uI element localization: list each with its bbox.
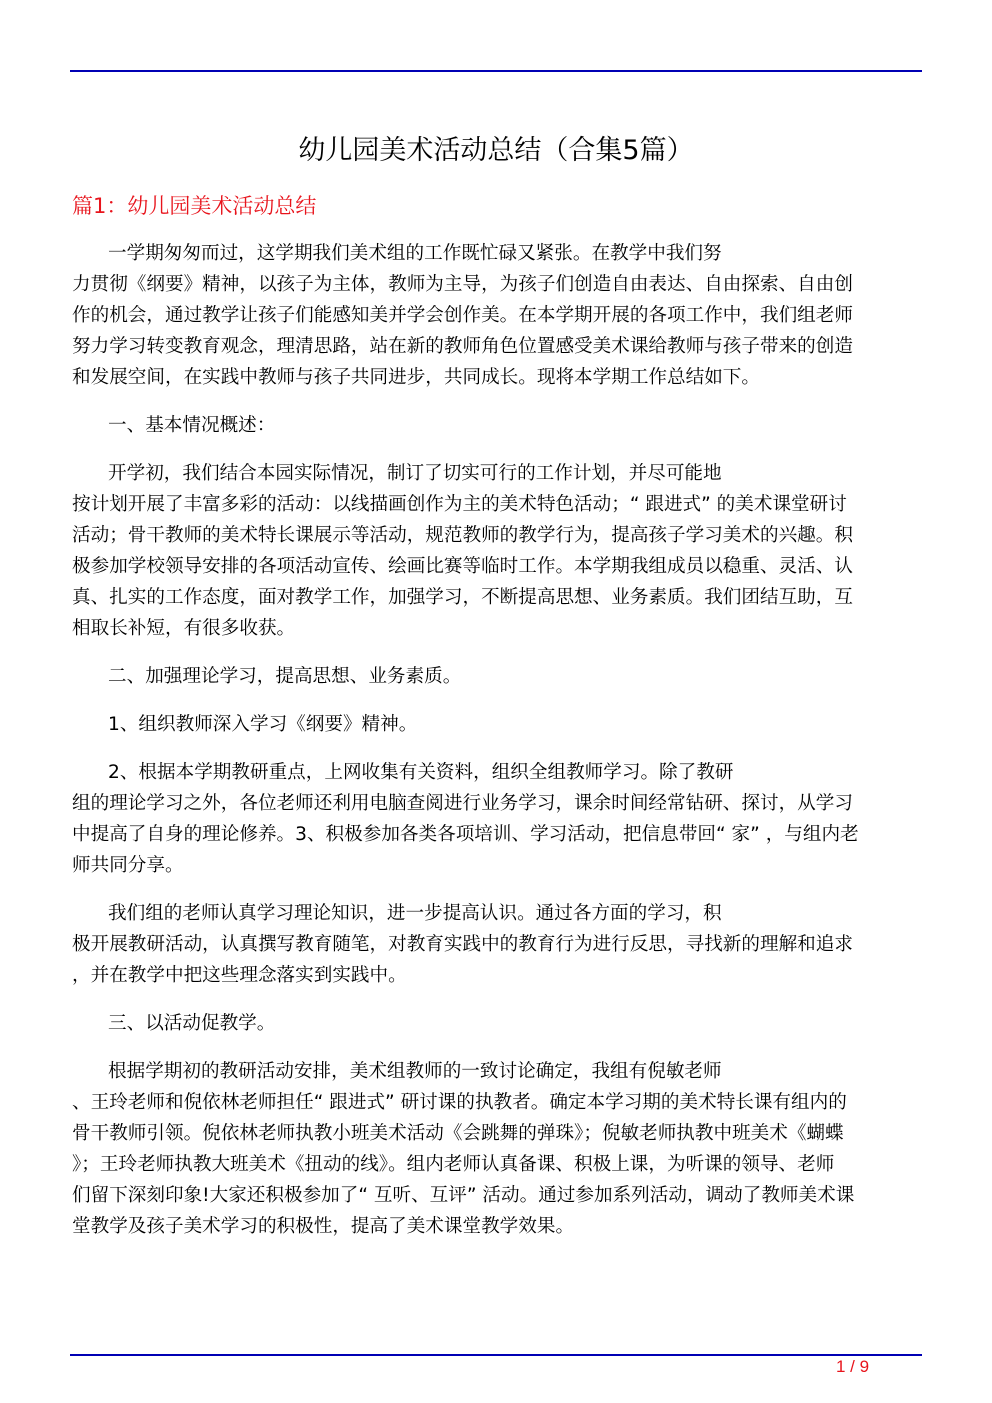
text-line: 和发展空间，在实践中教师与孩子共同进步，共同成长。现将本学期工作总结如下。 [72, 367, 760, 388]
text-line: 骨干教师引领。倪依林老师执教小班美术活动《会跳舞的弹珠》；倪敏老师执教中班美术《蝴蝶 [72, 1123, 844, 1144]
text-line: 活动；骨干教师的美术特长课展示等活动，规范教师的教学行为，提高孩子学习美术的兴趣。积 [72, 525, 853, 546]
header-rule [70, 70, 922, 72]
text-line: 按计划开展了丰富多彩的活动：以线描画创作为主的美术特色活动；“ 跟进式” 的美术课堂研讨 [72, 494, 847, 515]
document-body [72, 238, 922, 1259]
text-line: 三、以活动促教学。 [108, 1013, 276, 1034]
paragraph [72, 661, 922, 692]
text-line: 开学初，我们结合本园实际情况，制订了切实可行的工作计划，并尽可能地 [108, 463, 722, 484]
text-line: 》；王玲老师执教大班美术《扭动的线》。组内老师认真备课、积极上课，为听课的领导、老师 [72, 1154, 835, 1175]
page-number: 1 / 9 [836, 1357, 870, 1376]
text-line: 努力学习转变教育观念，理清思路，站在新的教师角色位置感受美术课给教师与孩子带来的创造 [72, 336, 853, 357]
paragraph [72, 1056, 922, 1242]
text-line: 我们组的老师认真学习理论知识，进一步提高认识。通过各方面的学习，积 [108, 903, 722, 924]
paragraph [72, 410, 922, 441]
text-line: 极开展教研活动，认真撰写教育随笔，对教育实践中的教育行为进行反思，寻找新的理解和追求 [72, 934, 853, 955]
paragraph [72, 1008, 922, 1039]
document-title: 幼儿园美术活动总结（合集5篇） [298, 135, 694, 166]
text-line: ，并在教学中把这些理念落实到实践中。 [72, 965, 407, 986]
text-line: 力贯彻《纲要》精神，以孩子为主体，教师为主导，为孩子们创造自由表达、自由探索、自由创 [72, 274, 853, 295]
text-line: 一、基本情况概述： [108, 415, 276, 436]
paragraph [72, 709, 922, 740]
text-line: 根据学期初的教研活动安排，美术组教师的一致讨论确定，我组有倪敏老师 [108, 1061, 722, 1082]
text-line: 师共同分享。 [72, 855, 184, 876]
text-line: 、王玲老师和倪依林老师担任“ 跟进式” 研讨课的执教者。确定本学习期的美术特长课有组内的 [72, 1092, 847, 1113]
paragraph [72, 757, 922, 881]
text-line: 一学期匆匆而过，这学期我们美术组的工作既忙碌又紧张。在教学中我们努 [108, 243, 722, 264]
paragraph [72, 238, 922, 393]
text-line: 二、加强理论学习，提高思想、业务素质。 [108, 666, 462, 687]
text-line: 们留下深刻印象!大家还积极参加了“ 互听、互评” 活动。通过参加系列活动，调动了教师美术课 [72, 1185, 855, 1206]
section-heading: 篇1：幼儿园美术活动总结 [72, 194, 317, 218]
text-line: 相取长补短，有很多收获。 [72, 618, 296, 639]
text-line: 中提高了自身的理论修养。3、积极参加各类各项培训、学习活动，把信息带回“ 家” ，与组内老 [72, 824, 859, 845]
paragraph [72, 458, 922, 644]
footer-rule [70, 1354, 922, 1356]
text-line: 1、组织教师深入学习《纲要》精神。 [108, 714, 418, 735]
text-line: 组的理论学习之外，各位老师还利用电脑查阅进行业务学习，课余时间经常钻研、探讨，从学习 [72, 793, 853, 814]
paragraph [72, 898, 922, 991]
text-line: 2、根据本学期教研重点，上网收集有关资料，组织全组教师学习。除了教研 [108, 762, 734, 783]
text-line: 作的机会，通过教学让孩子们能感知美并学会创作美。在本学期开展的各项工作中，我们组老师 [72, 305, 853, 326]
text-line: 堂教学及孩子美术学习的积极性，提高了美术课堂教学效果。 [72, 1216, 575, 1237]
text-line: 极参加学校领导安排的各项活动宣传、绘画比赛等临时工作。本学期我组成员以稳重、灵活、认 [72, 556, 853, 577]
text-line: 真、扎实的工作态度，面对教学工作，加强学习，不断提高思想、业务素质。我们团结互助，互 [72, 587, 853, 608]
